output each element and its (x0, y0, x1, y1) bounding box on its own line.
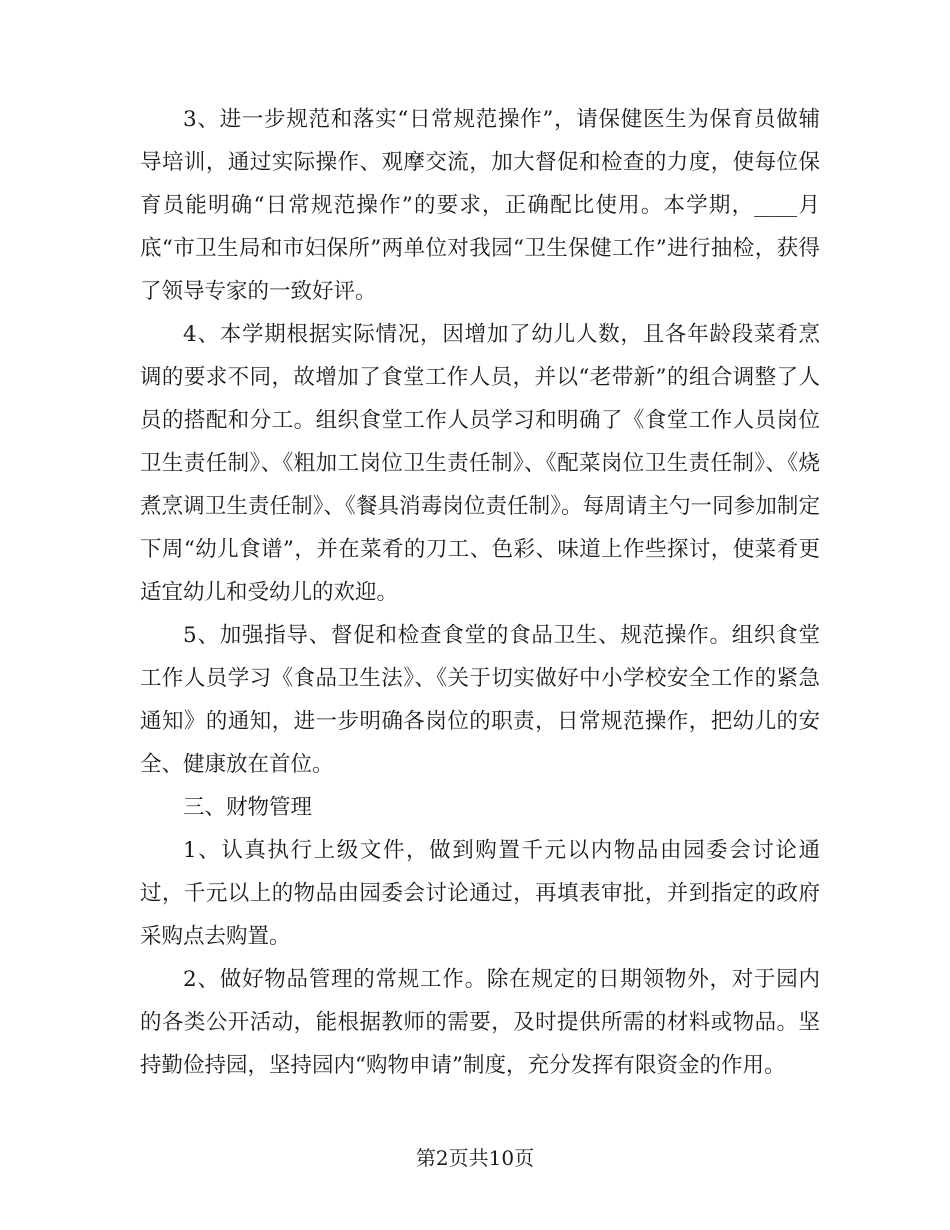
paragraph-item-3: 3、进一步规范和落实“日常规范操作”，请保健医生为保育员做辅导培训，通过实际操作、观摩交流，加大督促和检查的力度，使每位保育员能明确“日常规范操作”的要求，正确配比使用。本学期，____月底“市卫生局和市妇保所”两单位对我园“卫生保健工作”进行抽检，获得了领导专家的一致好评。 (140, 107, 820, 304)
paragraph-finance-1: 1、认真执行上级文件，做到购置千元以内物品由园委会讨论通过，千元以上的物品由园委会讨论通过，再填表审批，并到指定的政府采购点去购置。 (140, 838, 820, 949)
document-body (140, 98, 820, 1087)
paragraph-finance-2: 2、做好物品管理的常规工作。除在规定的日期领物外，对于园内的各类公开活动，能根据教师的需要，及时提供所需的材料或物品。坚持勤俭持园，坚持园内“购物申请”制度，充分发挥有限资金的作用。 (140, 967, 820, 1078)
page-footer: 第2页共10页 (415, 1146, 535, 1170)
paragraph-item-4: 4、本学期根据实际情况，因增加了幼儿人数，且各年龄段菜肴烹调的要求不同，故增加了食堂工作人员，并以“老带新”的组合调整了人员的搭配和分工。组织食堂工作人员学习和明确了《食堂工作人员岗位卫生责任制》、《粗加工岗位卫生责任制》、《配菜岗位卫生责任制》、《烧煮烹调卫生责任制》、《餐具消毒岗位责任制》。每周请主勺一同参加制定下周“幼儿食谱”，并在菜肴的刀工、色彩、味道上作些探讨，使菜肴更适宜幼儿和受幼儿的欢迎。 (140, 322, 820, 605)
section-heading-finance: 三、财物管理 (183, 795, 313, 820)
paragraph-item-5: 5、加强指导、督促和检查食堂的食品卫生、规范操作。组织食堂工作人员学习《食品卫生法》、《关于切实做好中小学校安全工作的紧急通知》的通知，进一步明确各岗位的职责，日常规范操作，把幼儿的安全、健康放在首位。 (140, 623, 820, 777)
